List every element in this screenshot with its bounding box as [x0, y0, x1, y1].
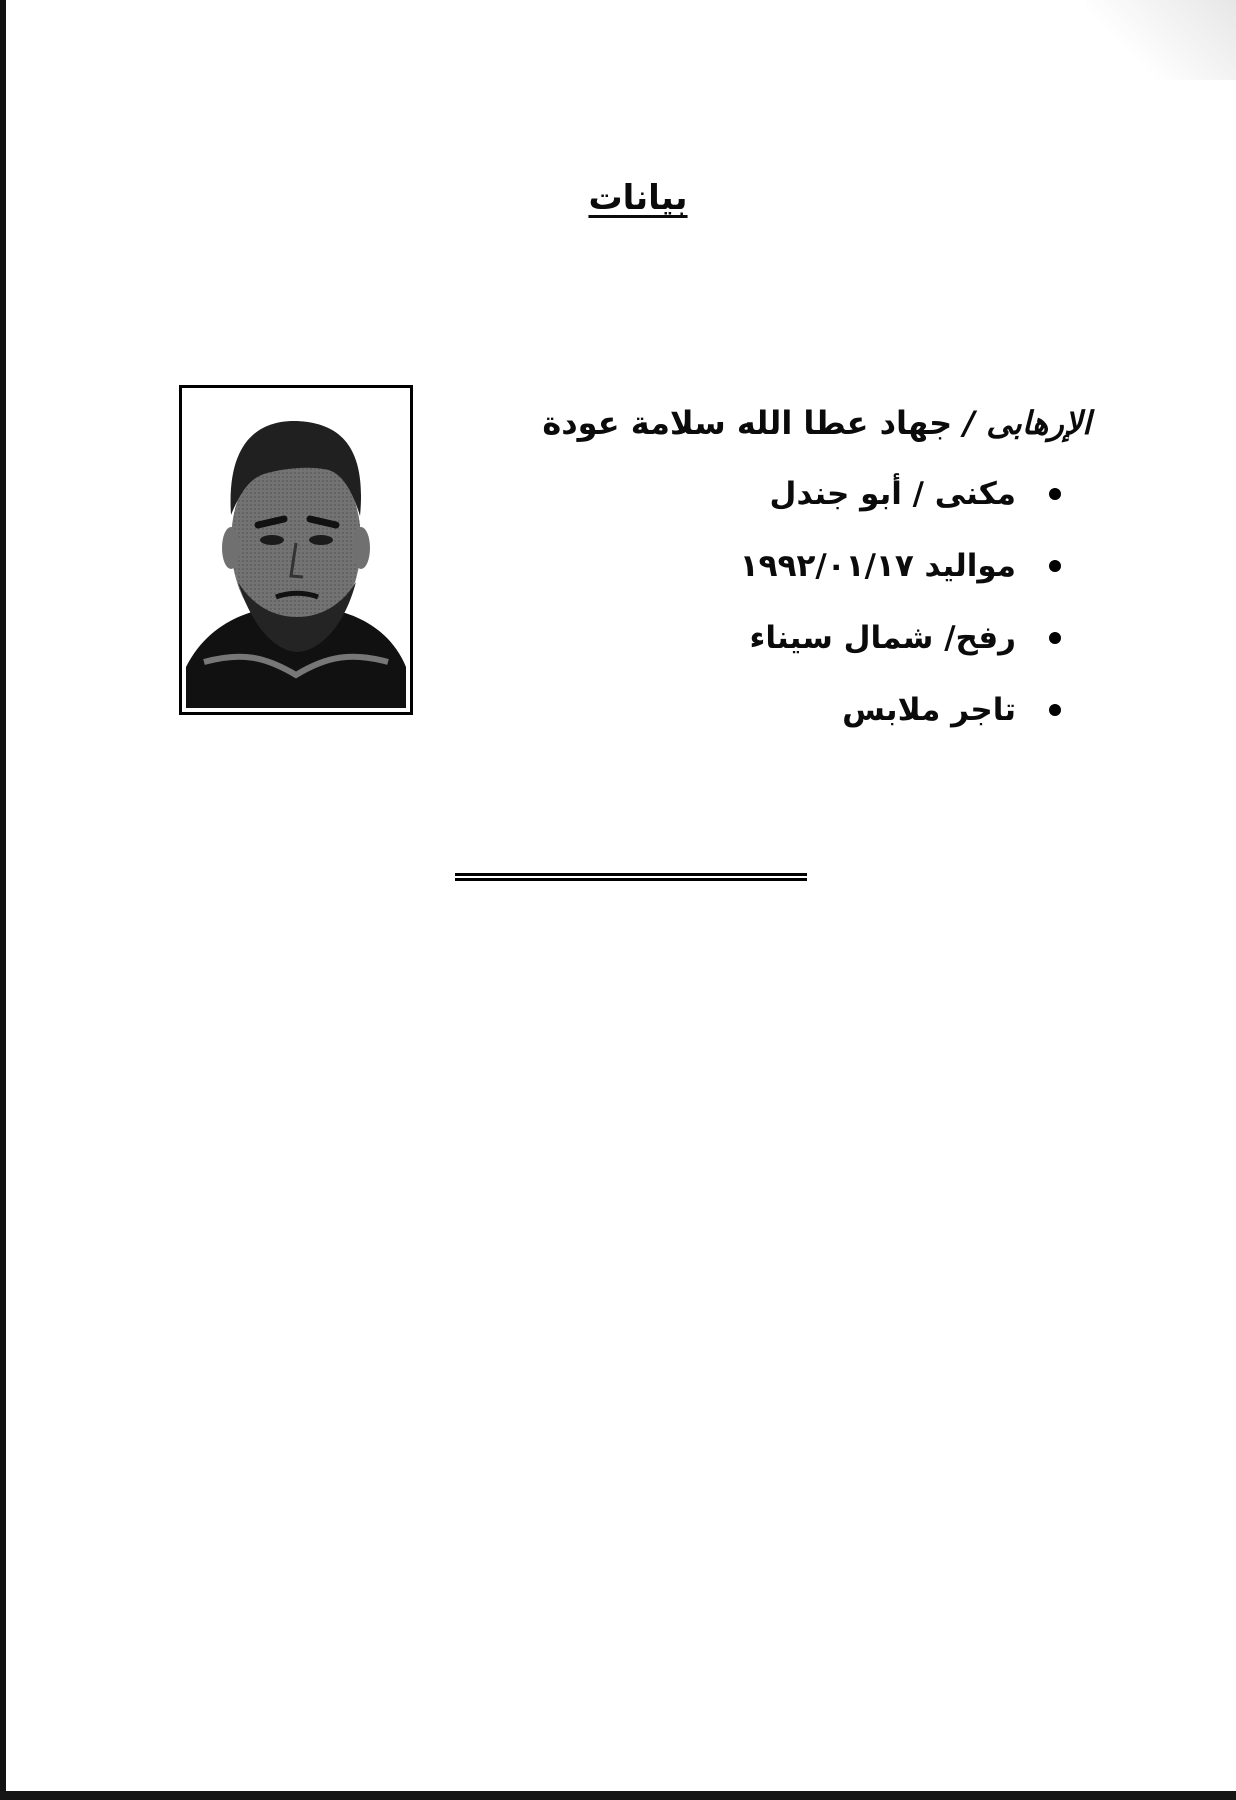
portrait-photo [186, 392, 406, 708]
detail-nickname-text: مكنى / أبو جندل [769, 476, 1016, 512]
detail-occupation [641, 688, 1061, 760]
photo-frame [179, 385, 413, 715]
subject-name-line [542, 404, 1091, 442]
document-title: بيانات [588, 178, 688, 218]
detail-occupation-text: تاجر ملابس [842, 692, 1016, 728]
detail-birth-date-text: مواليد ١٩٩٢/٠١/١٧ [739, 548, 1016, 584]
bullet-icon [1049, 704, 1061, 716]
subject-name: جهاد عطا الله سلامة عودة [542, 404, 953, 442]
detail-birth-date [641, 544, 1061, 616]
subject-details-list [641, 472, 1061, 760]
scan-bottom-edge [0, 1791, 1236, 1800]
bullet-icon [1049, 488, 1061, 500]
scan-corner-shadow [1086, 0, 1236, 80]
detail-location [641, 616, 1061, 688]
bullet-icon [1049, 632, 1061, 644]
subject-label: الإرهابى / [963, 404, 1091, 442]
scan-left-border [0, 0, 6, 1800]
bullet-icon [1049, 560, 1061, 572]
double-divider-line [455, 873, 807, 881]
detail-location-text: رفح/ شمال سيناء [749, 620, 1016, 656]
detail-nickname [641, 472, 1061, 544]
